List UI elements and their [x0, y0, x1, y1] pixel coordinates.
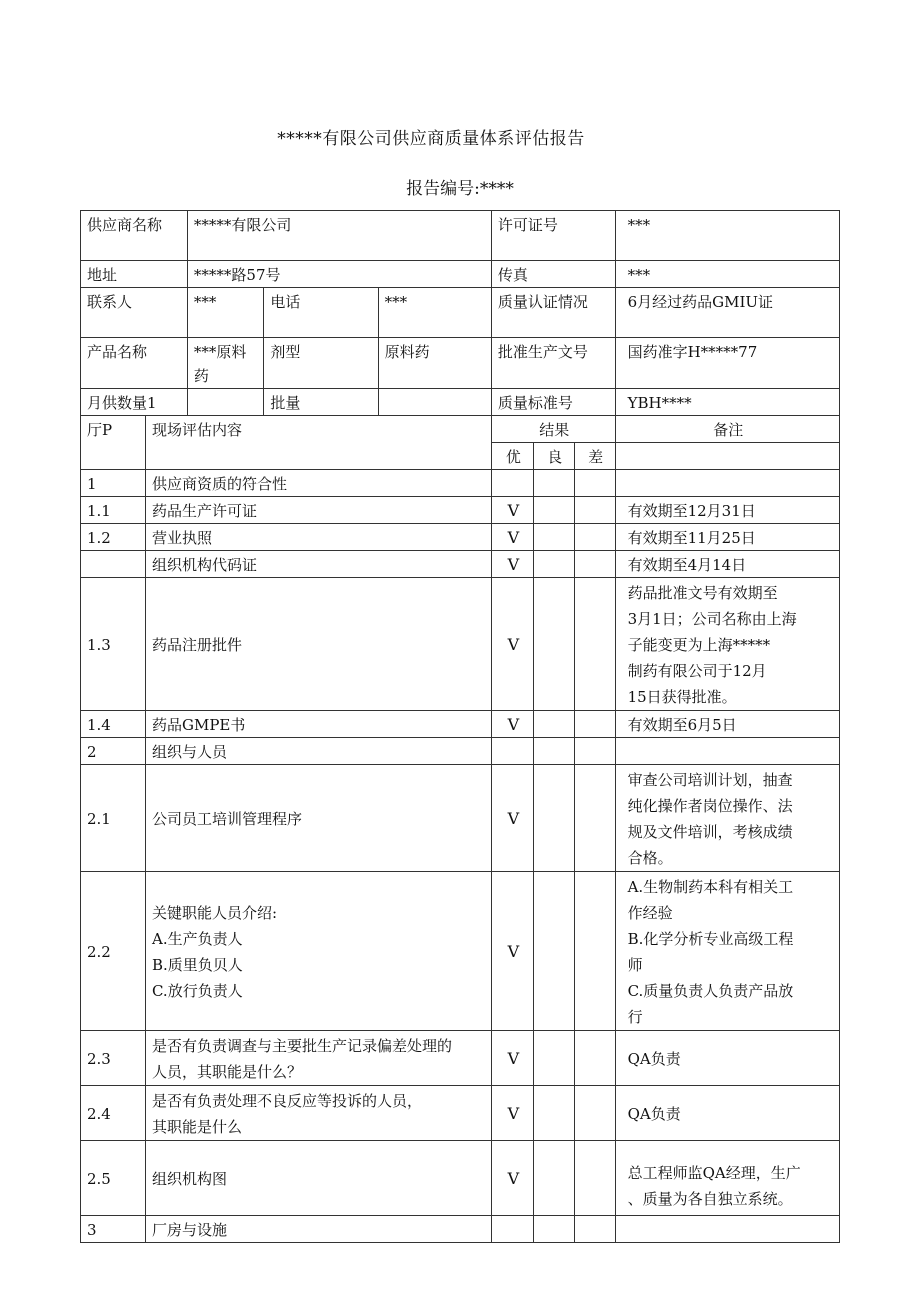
- mark-ok: [533, 738, 574, 765]
- product-label: 产品名称: [81, 338, 188, 389]
- mark-ok: [533, 524, 574, 551]
- mark-ok: [533, 1216, 574, 1243]
- table-row: [81, 1216, 840, 1243]
- supplier-name-value: *****有限公司: [187, 211, 491, 261]
- supplier-name-label: 供应商名称: [81, 211, 188, 261]
- document-title: *****有限公司供应商质量体系评估报告: [277, 129, 585, 149]
- content-line: 关键职能人员介绍:: [151, 904, 278, 922]
- mark-ok: [533, 578, 574, 711]
- mark-ok: [533, 470, 574, 497]
- table-row: [81, 497, 840, 524]
- row-content: 药品注册批件: [145, 578, 491, 711]
- approval-label: 批准生产文号: [491, 338, 615, 389]
- remark-line: 审查公司培训计划，抽查: [627, 771, 793, 789]
- header-ok: 良: [533, 443, 574, 470]
- row-remark: [615, 1216, 839, 1243]
- standard-value: YBH****: [615, 389, 839, 416]
- table-row: [81, 872, 840, 1031]
- row-no: 2.4: [81, 1086, 146, 1141]
- header-no: 厅P: [81, 416, 146, 470]
- mark-good: [491, 738, 533, 765]
- row-content: [145, 1031, 491, 1086]
- remark-line: 3月1日；公司名称由上海: [627, 610, 797, 628]
- remark-line: 15日获得批准。: [627, 688, 737, 706]
- row-content: 药品生产许可证: [145, 497, 491, 524]
- table-row: [81, 551, 840, 578]
- table-row: [81, 524, 840, 551]
- remark-line: 子能变更为上海*****: [627, 636, 771, 654]
- eval-header-row: [81, 416, 840, 443]
- content-line: 是否有负责处理不良反应等投诉的人员，: [151, 1092, 422, 1110]
- row-content: 组织机构图: [145, 1141, 491, 1216]
- row-no: 2.2: [81, 872, 146, 1031]
- row-content: [145, 1086, 491, 1141]
- address-label: 地址: [81, 261, 188, 288]
- remark-line: 药品批准文号有效期至: [627, 584, 778, 602]
- contact-label: 联系人: [81, 288, 188, 338]
- mark-ok: [533, 497, 574, 524]
- row-remark: [615, 470, 839, 497]
- row-no: 2: [81, 738, 146, 765]
- approval-value: 国药准字H*****77: [615, 338, 839, 389]
- row-remark: QA负责: [615, 1031, 839, 1086]
- mark-bad: [574, 470, 615, 497]
- license-label: 许可证号: [491, 211, 615, 261]
- row-content: 公司员工培训管理程序: [145, 765, 491, 872]
- row-content: 供应商资质的符合性: [145, 470, 491, 497]
- remark-line: 纯化操作者岗位操作、法: [627, 797, 793, 815]
- remark-line: 合格。: [627, 849, 673, 867]
- info-row-address: [81, 261, 840, 288]
- row-no: 1.1: [81, 497, 146, 524]
- mark-good: V: [491, 872, 533, 1031]
- row-remark: [615, 738, 839, 765]
- mark-bad: [574, 1141, 615, 1216]
- contact-value: ***: [187, 288, 264, 338]
- mark-good: V: [491, 1086, 533, 1141]
- table-row: [81, 1141, 840, 1216]
- mark-bad: [574, 497, 615, 524]
- row-content: 组织与人员: [145, 738, 491, 765]
- remark-line: C.质量负责人负责产品放: [627, 982, 794, 1000]
- info-row-monthly: [81, 389, 840, 416]
- header-remark: 备注: [615, 416, 839, 443]
- mark-ok: [533, 1086, 574, 1141]
- row-remark: [615, 872, 839, 1031]
- content-line: 是否有负责调查与主要批生产记录偏差处理的: [151, 1037, 452, 1055]
- license-value: ***: [615, 211, 839, 261]
- mark-bad: [574, 1031, 615, 1086]
- mark-bad: [574, 711, 615, 738]
- row-no: 2.1: [81, 765, 146, 872]
- remark-line: 行: [627, 1008, 643, 1026]
- row-no: 2.5: [81, 1141, 146, 1216]
- mark-good: V: [491, 1141, 533, 1216]
- remark-line: A.生物制药本科有相关工: [627, 878, 794, 896]
- qa-cert-label: 质量认证情况: [491, 288, 615, 338]
- remark-line: B.化学分析专业高级工程: [627, 930, 794, 948]
- table-row: [81, 765, 840, 872]
- row-content: 营业执照: [145, 524, 491, 551]
- info-row-product: [81, 338, 840, 389]
- header-result: 结果: [491, 416, 615, 443]
- row-remark: 有效期至11月25日: [615, 524, 839, 551]
- table-row: [81, 470, 840, 497]
- row-remark: 有效期至12月31日: [615, 497, 839, 524]
- mark-bad: [574, 738, 615, 765]
- row-no: 1.4: [81, 711, 146, 738]
- mark-good: V: [491, 765, 533, 872]
- mark-ok: [533, 872, 574, 1031]
- row-remark: 有效期至6月5日: [615, 711, 839, 738]
- mark-good: V: [491, 524, 533, 551]
- mark-ok: [533, 1141, 574, 1216]
- header-good: 优: [491, 443, 533, 470]
- mark-good: [491, 1216, 533, 1243]
- mark-bad: [574, 524, 615, 551]
- info-row-supplier: [81, 211, 840, 261]
- mark-bad: [574, 872, 615, 1031]
- monthly-label: 月供数量1: [81, 389, 188, 416]
- row-content: 药品GMPE书: [145, 711, 491, 738]
- mark-good: [491, 470, 533, 497]
- remark-line: 总工程师监QA经理，生广: [627, 1164, 801, 1182]
- fax-label: 传真: [491, 261, 615, 288]
- row-remark: QA负责: [615, 1086, 839, 1141]
- mark-bad: [574, 578, 615, 711]
- phone-label: 电话: [264, 288, 378, 338]
- row-remark: 有效期至4月14日: [615, 551, 839, 578]
- mark-bad: [574, 765, 615, 872]
- mark-bad: [574, 1216, 615, 1243]
- header-bad: 差: [574, 443, 615, 470]
- content-line: B.质里负贝人: [151, 956, 243, 974]
- mark-good: V: [491, 1031, 533, 1086]
- row-no: 1.2: [81, 524, 146, 551]
- dosage-label: 剂型: [264, 338, 378, 389]
- evaluation-table: [80, 210, 840, 1243]
- qa-cert-value: 6月经过药品GMIU证: [615, 288, 839, 338]
- remark-line: 规及文件培训，考核成绩: [627, 823, 793, 841]
- mark-bad: [574, 551, 615, 578]
- fax-value: ***: [615, 261, 839, 288]
- content-line: 人员，其职能是什么？: [151, 1063, 302, 1081]
- dosage-value: 原料药: [378, 338, 491, 389]
- mark-good: V: [491, 711, 533, 738]
- content-line: 其职能是什么: [151, 1118, 242, 1136]
- table-row: [81, 1086, 840, 1141]
- remark-line: 作经验: [627, 904, 673, 922]
- row-content: 组织机构代码证: [145, 551, 491, 578]
- batch-value: [378, 389, 491, 416]
- row-remark: [615, 765, 839, 872]
- report-number: 报告编号:****: [406, 179, 514, 199]
- content-line: A.生产负责人: [151, 930, 243, 948]
- mark-bad: [574, 1086, 615, 1141]
- remark-line: 制药有限公司于12月: [627, 662, 767, 680]
- mark-ok: [533, 551, 574, 578]
- row-content: 厂房与设施: [145, 1216, 491, 1243]
- row-no: 1: [81, 470, 146, 497]
- content-line: C.放行负责人: [151, 982, 243, 1000]
- mark-ok: [533, 711, 574, 738]
- header-remark-blank: [615, 443, 839, 470]
- remark-line: 师: [627, 956, 643, 974]
- product-value: ***原料药: [187, 338, 264, 389]
- batch-label: 批量: [264, 389, 378, 416]
- row-no: 3: [81, 1216, 146, 1243]
- table-row: [81, 578, 840, 711]
- row-content: [145, 872, 491, 1031]
- row-remark: [615, 1141, 839, 1216]
- table-row: [81, 711, 840, 738]
- remark-line: 、质量为各自独立系统。: [627, 1190, 793, 1208]
- table-row: [81, 1031, 840, 1086]
- mark-good: V: [491, 551, 533, 578]
- phone-value: ***: [378, 288, 491, 338]
- address-value: *****路57号: [187, 261, 491, 288]
- row-remark: [615, 578, 839, 711]
- row-no: [81, 551, 146, 578]
- row-no: 1.3: [81, 578, 146, 711]
- standard-label: 质量标准号: [491, 389, 615, 416]
- mark-ok: [533, 765, 574, 872]
- mark-good: V: [491, 578, 533, 711]
- mark-ok: [533, 1031, 574, 1086]
- info-row-contact: [81, 288, 840, 338]
- monthly-value: [187, 389, 264, 416]
- table-row: [81, 738, 840, 765]
- row-no: 2.3: [81, 1031, 146, 1086]
- mark-good: V: [491, 497, 533, 524]
- header-content: 现场评估内容: [145, 416, 491, 470]
